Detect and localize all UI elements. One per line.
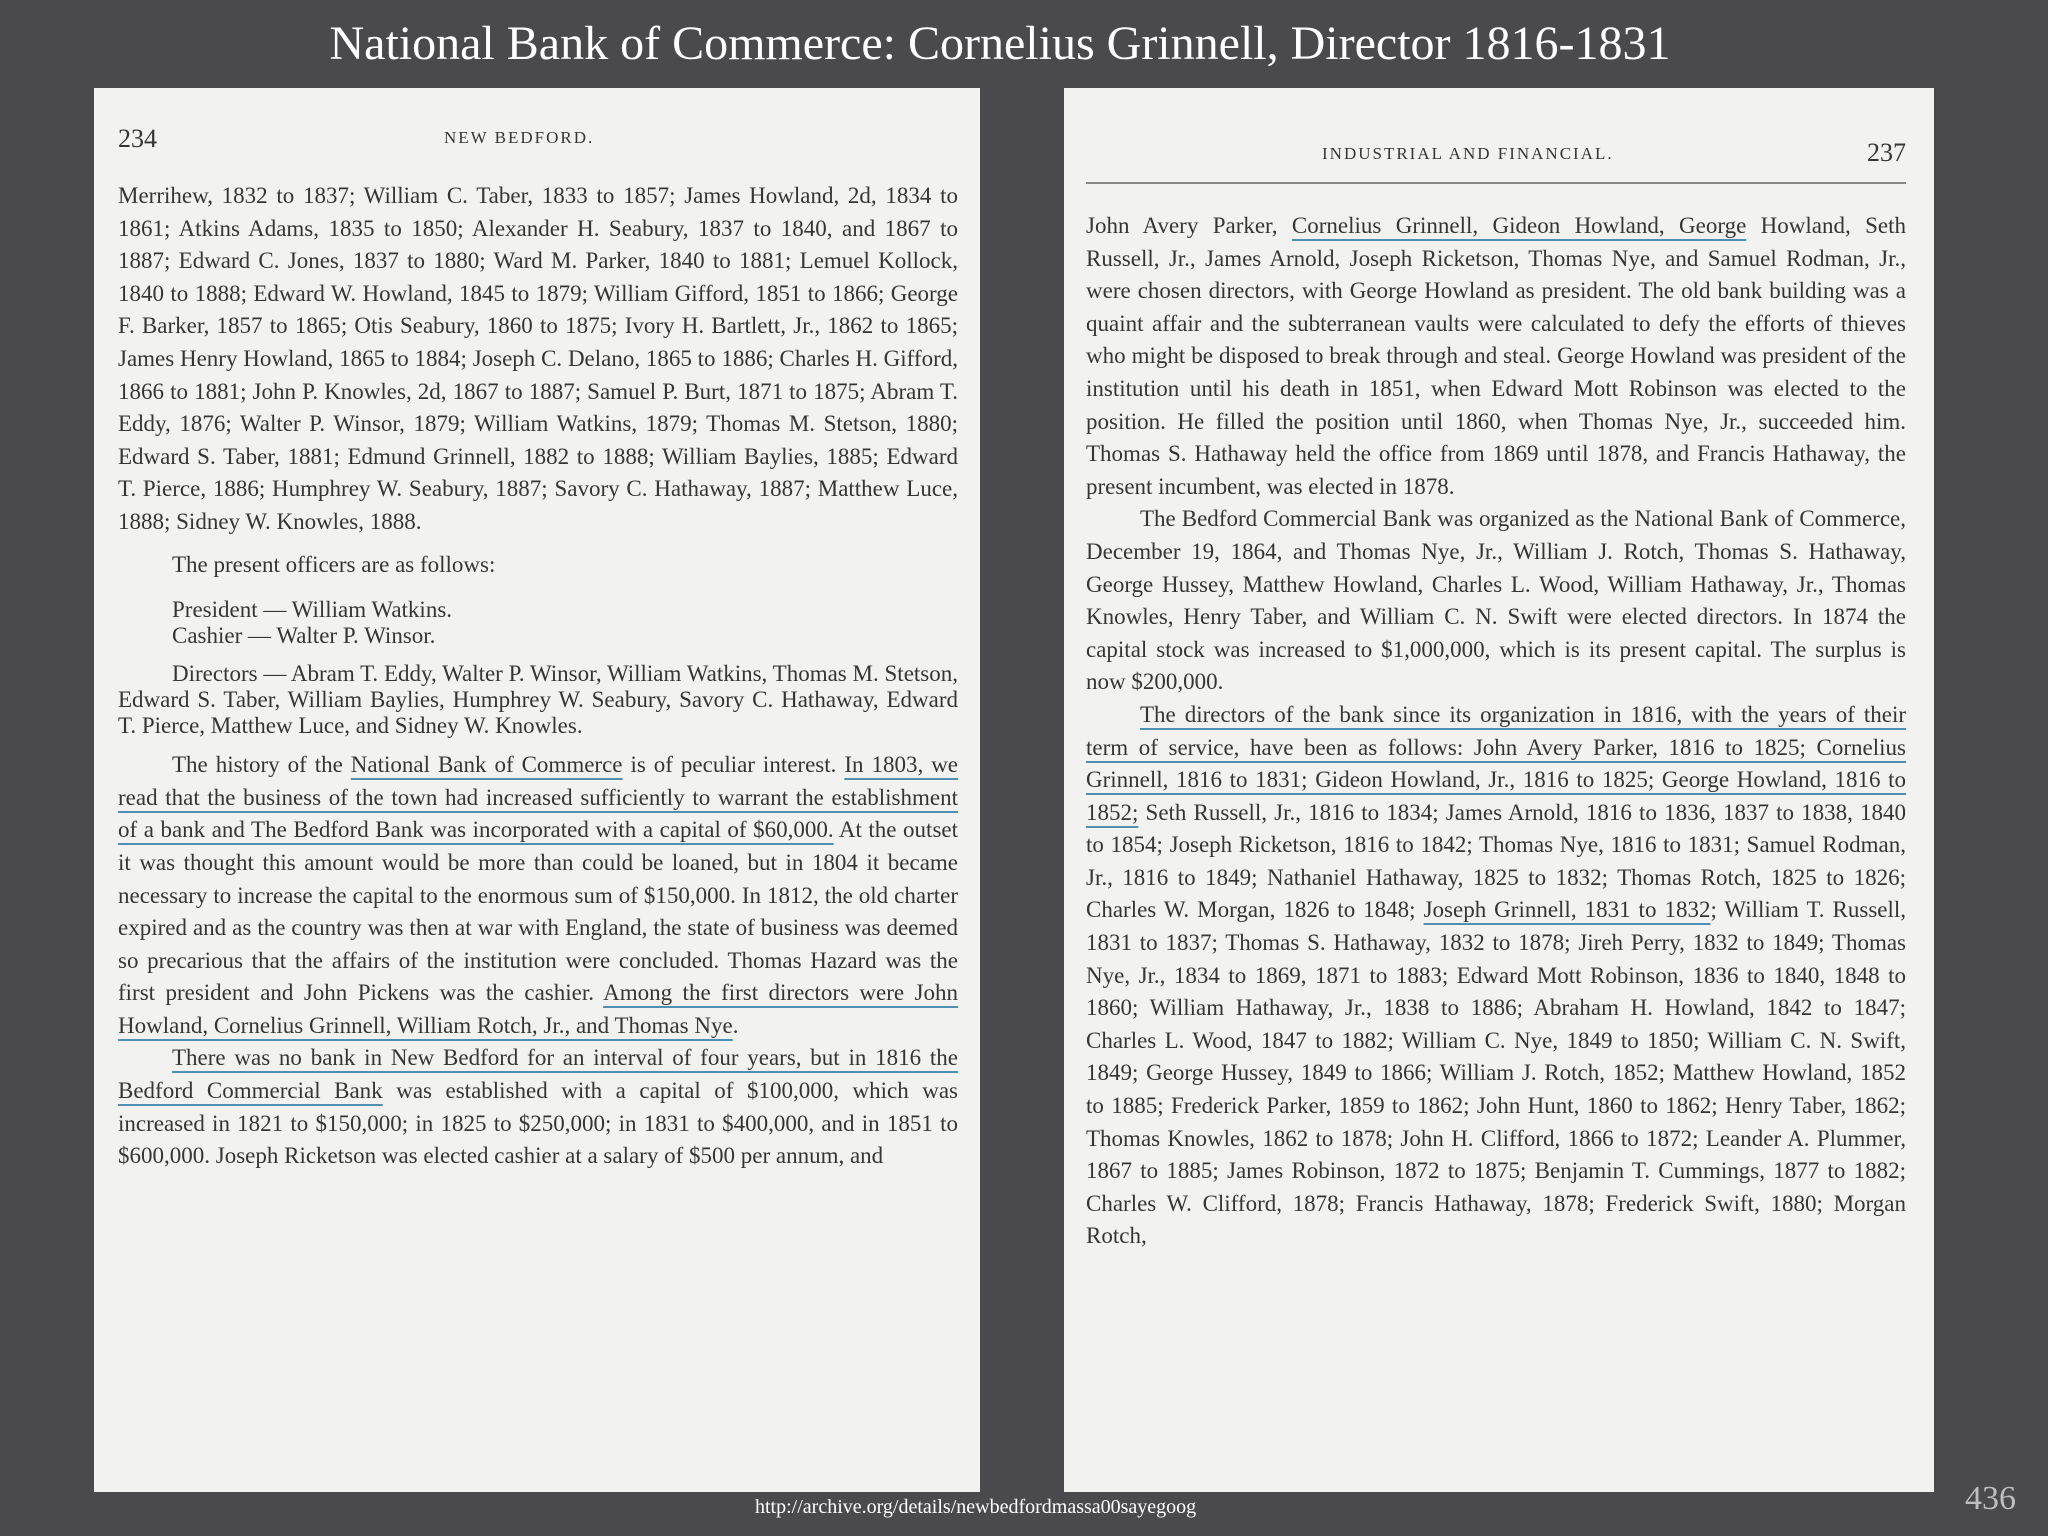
directors-line: Directors — Abram T. Eddy, Walter P. Winsor, William Watkins, Thomas M. Stetson, Edward S. Taber, William Baylies, Humphrey W. Seabury, Savory C. Hathaway, Edward T. Pierce, Matthew Luce, and Sidney W. Knowles. xyxy=(118,661,958,739)
highlight-joseph-grinnell: Joseph Grinnell, 1831 to 1832 xyxy=(1423,897,1711,923)
text-span: John Avery Parker, xyxy=(1086,213,1292,238)
running-head xyxy=(118,124,958,180)
running-head-title: NEW BEDFORD. xyxy=(444,128,595,147)
founding-directors-paragraph xyxy=(1086,210,1906,503)
text-span: At the outset it was thought this amount would be more than could be loaned, but in 1804 it became necessary to increase the capital to the enormous sum of $150,000. In 1812, the old charter expired and as the country was then at war with England, the state of business was deemed so precarious that the affairs of the institution were concluded. Thomas Hazard was the first president and John Pickens was the cashier. xyxy=(118,817,958,1006)
commercial-bank-paragraph xyxy=(118,1042,958,1172)
highlight-bank-name: National Bank of Commerce xyxy=(350,752,623,778)
text-span: . xyxy=(732,1012,739,1038)
text-span: was established with a capital of $100,000, which was increased in 1821 to $150,000; in 1825 to $250,000; in 1831 to $400,000, and in 1851 to $600,000. Joseph Ricketson was elected cashier at a salary of $500 per annum, and xyxy=(118,1078,959,1169)
cashier-line: Cashier — Walter P. Winsor. xyxy=(172,623,436,649)
book-page-right xyxy=(1064,88,1934,1492)
officers-list xyxy=(172,597,958,649)
highlight-directors-since-1816: The directors of the bank since its organization in 1816, with the years of their term of service, have been as follows: John Avery Parker, 1816 to 1825; Cornelius Grinnell, 1816 to 1831; Gideon Howland, Jr., 1816 to 1825; George Howland, 1816 to 1852; xyxy=(1086,701,1906,825)
text-span: ; William T. Russell, 1831 to 1837; Thomas S. Hathaway, 1832 to 1878; Jireh Perry, 1832 to 1849; Thomas Nye, Jr., 1834 to 1869, 1871 to 1883; Edward Mott Robinson, 1836 to 1840, 1848 to 1860; William Hathaway, Jr., 1838 to 1886; Abraham H. Howland, 1842 to 1847; Charles L. Wood, 1847 to 1882; William C. Nye, 1849 to 1850; William C. N. Swift, 1849; George Hussey, 1849 to 1866; William J. Rotch, 1852; Matthew Howland, 1852 to 1885; Frederick Parker, 1859 to 1862; John Hunt, 1860 to 1862; Henry Taber, 1862; Thomas Knowles, 1862 to 1878; John H. Clifford, 1866 to 1872; Leander A. Plummer, 1867 to 1885; James Robinson, 1872 to 1875; Benjamin T. Cummings, 1877 to 1882; Charles W. Clifford, 1878; Francis Hathaway, 1878; Frederick Swift, 1880; Morgan Rotch, xyxy=(1086,897,1907,1249)
history-paragraph xyxy=(118,749,958,1042)
text-span: Seth Russell, Jr., 1816 to 1834; James Arnold, 1816 to 1836, 1837 to 1838, 1840 to 1854; Joseph Ricketson, 1816 to 1842; Thomas Nye, 1816 to 1831; Samuel Rodman, Jr., 1816 to 1849; Nathaniel Hathaway, 1825 to 1832; Thomas Rotch, 1825 to 1826; Charles W. Morgan, 1826 to 1848; xyxy=(1086,799,1906,923)
text-span: The history of the xyxy=(172,752,351,778)
directors-list-paragraph: Merrihew, 1832 to 1837; William C. Taber, 1833 to 1857; James Howland, 2d, 1834 to 1861; Atkins Adams, 1835 to 1850; Alexander H. Seabury, 1837 to 1840, and 1867 to 1887; Edward C. Jones, 1837 to 1880; Ward M. Parker, 1840 to 1881; Lemuel Kollock, 1840 to 1888; Edward W. Howland, 1845 to 1879; William Gifford, 1851 to 1866; George F. Barker, 1857 to 1865; Otis Seabury, 1860 to 1875; Ivory H. Bartlett, Jr., 1862 to 1865; James Henry Howland, 1865 to 1884; Joseph C. Delano, 1865 to 1886; Charles H. Gifford, 1866 to 1881; John P. Knowles, 2d, 1867 to 1887; Samuel P. Burt, 1871 to 1875; Abram T. Eddy, 1876; Walter P. Winsor, 1879; William Watkins, 1879; Thomas M. Stetson, 1880; Edward S. Taber, 1881; Edmund Grinnell, 1882 to 1888; William Baylies, 1885; Edward T. Pierce, 1886; Humphrey W. Seabury, 1887; Savory C. Hathaway, 1887; Matthew Luce, 1888; Sidney W. Knowles, 1888. xyxy=(118,183,958,534)
directors-since-1816-paragraph xyxy=(1086,699,1906,1253)
officers-intro: The present officers are as follows: xyxy=(172,551,496,577)
page-number: 234 xyxy=(118,124,157,153)
text-span: is of peculiar interest. xyxy=(622,752,845,778)
slide-number: 436 xyxy=(1965,1480,2016,1517)
book-page-left xyxy=(94,88,980,1492)
highlight-grinnell-director: Cornelius Grinnell, Gideon Howland, George xyxy=(1291,213,1747,238)
highlight-1816-bank: There was no bank in New Bedford for an interval of four years, but in 1816 the Bedford Commercial Bank xyxy=(118,1045,958,1104)
running-head xyxy=(1086,132,1906,184)
running-head-title: INDUSTRIAL AND FINANCIAL. xyxy=(1322,144,1614,163)
source-url[interactable]: http://archive.org/details/newbedfordmassa00sayegoog xyxy=(755,1496,1197,1518)
president-line: President — William Watkins. xyxy=(172,597,453,623)
national-bank-paragraph: The Bedford Commercial Bank was organized as the National Bank of Commerce, December 19, 1864, and Thomas Nye, Jr., William J. Rotch, Thomas S. Hathaway, George Hussey, Matthew Howland, Charles L. Wood, William Hathaway, Jr., Thomas Knowles, Henry Taber, and William C. N. Swift were elected directors. In 1874 the capital stock was increased to $1,000,000, which is its present capital. The surplus is now $200,000. xyxy=(1086,506,1906,695)
highlight-1803-bank: In 1803, we read that the business of the town had increased sufficiently to warrant the establishment of a bank and The Bedford Bank was incorporated with a capital of $60,000. xyxy=(118,752,959,843)
slide-title: National Bank of Commerce: Cornelius Grinnell, Director 1816-1831 xyxy=(329,17,1671,70)
highlight-first-directors: Among the first directors were John Howland, Cornelius Grinnell, William Rotch, Jr., and Thomas Nye xyxy=(118,980,958,1038)
text-span: Howland, Seth Russell, Jr., James Arnold, Joseph Ricketson, Thomas Nye, and Samuel Rodman, Jr., were chosen directors, with George Howland as president. The old bank building was a quaint affair and the subterranean vaults were calculated to defy the efforts of thieves who might be disposed to break through and steal. George Howland was president of the institution until his death in 1851, when Edward Mott Robinson was elected to the position. He filled the position until 1860, when Thomas Nye, Jr., succeeded him. Thomas S. Hathaway held the office from 1869 until 1878, and Francis Hathaway, the present incumbent, was elected in 1878. xyxy=(1086,213,1906,499)
page-number: 237 xyxy=(1867,138,1906,167)
